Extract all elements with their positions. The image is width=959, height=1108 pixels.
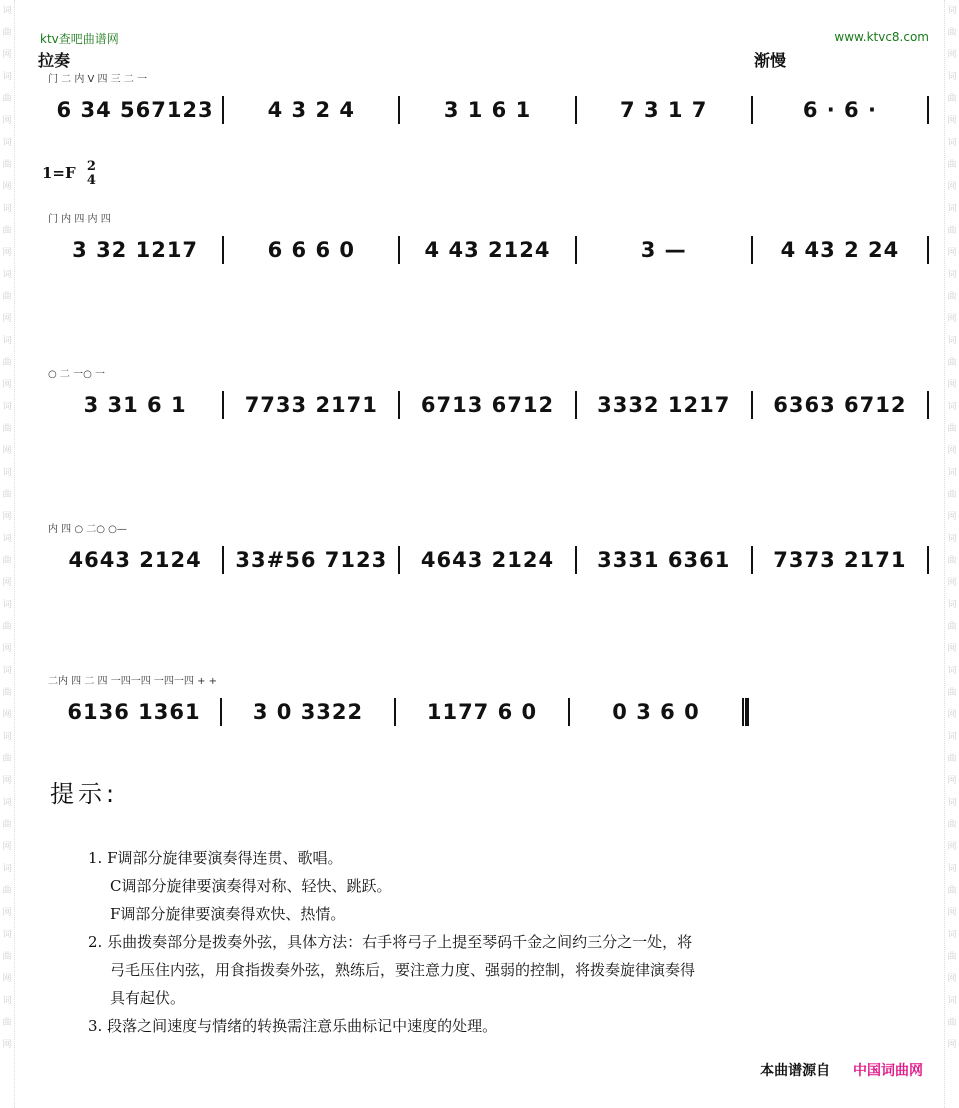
measure: 6713 6712 xyxy=(420,393,555,417)
staff-row-3 xyxy=(48,365,929,437)
measure: 3 0 3322 xyxy=(252,700,364,724)
measure: 4 3 2 4 xyxy=(267,98,355,122)
tip-item: 1. F调部分旋律要演奏得连贯、歌唱。 xyxy=(88,849,343,867)
measure: 7 3 1 7 xyxy=(620,98,708,122)
barline xyxy=(927,546,929,574)
barline xyxy=(927,236,929,264)
measure: 3332 1217 xyxy=(597,393,731,417)
time-numerator: 2 xyxy=(86,159,96,174)
measure: 4 43 2 24 xyxy=(780,238,900,262)
measure: 0 3 6 0 xyxy=(612,700,700,724)
measure: 4 43 2124 xyxy=(424,238,551,262)
footer-site-link[interactable]: 中国词曲网 xyxy=(853,1063,923,1079)
measure: 6 · 6 · xyxy=(802,98,877,122)
bowing-marks: 门 二 内 V 四 三 二 一 xyxy=(48,74,148,85)
tip-item: 弓毛压住内弦，用食指拨奏外弦，熟练后，要注意力度、强弱的控制，将拨奏旋律演奏得 xyxy=(110,961,696,979)
tips-title: 提示: xyxy=(50,780,119,808)
barline xyxy=(927,96,929,124)
measure: 33#56 7123 xyxy=(235,548,388,572)
barline xyxy=(927,391,929,419)
tip-item: 2. 乐曲拨奏部分是拨奏外弦，具体方法：右手将弓子上提至琴码千金之间约三分之一处，将 xyxy=(88,933,693,951)
measure: 3331 6361 xyxy=(597,548,731,572)
measure: 7373 2171 xyxy=(773,548,907,572)
measure: 7733 2171 xyxy=(244,393,378,417)
measure: 4643 2124 xyxy=(68,548,202,572)
tip-item: C调部分旋律要演奏得对称、轻快、跳跃。 xyxy=(110,877,392,895)
staff-row-4 xyxy=(48,520,929,592)
measure: 3 — xyxy=(640,238,687,262)
side-watermark-right: 词曲网词曲网词曲网词曲网词曲网词曲网词曲网词曲网词曲网词曲网词曲网词曲网词曲网词曲网词曲网词曲网 xyxy=(944,0,959,1108)
side-watermark-left: 词曲网词曲网词曲网词曲网词曲网词曲网词曲网词曲网词曲网词曲网词曲网词曲网词曲网词曲网词曲网词曲网 xyxy=(0,0,15,1108)
bowing-marks: 内 四 ○ 二○ ○— xyxy=(48,524,127,535)
measure: 3 1 6 1 xyxy=(443,98,532,122)
time-signature xyxy=(87,160,96,188)
bowing-marks: 门 内 四 内 四 xyxy=(48,214,111,225)
measure: 1177 6 0 xyxy=(426,700,538,724)
time-denominator: 4 xyxy=(86,173,96,188)
key-signature xyxy=(42,160,96,188)
measure: 6136 1361 xyxy=(67,700,201,724)
key-text: 1=F xyxy=(42,164,76,182)
intro-label: 拉奏 xyxy=(38,51,71,70)
tips-list xyxy=(88,844,919,1040)
measure: 3 31 6 1 xyxy=(83,393,187,417)
tip-item: 具有起伏。 xyxy=(110,989,186,1007)
bowing-marks: ○ 二 一○ 一 xyxy=(48,369,105,380)
measure: 6 6 6 0 xyxy=(267,238,355,262)
footer-source: 本曲谱源自 xyxy=(760,1063,831,1079)
staff-row-2 xyxy=(48,210,929,282)
measure: 6 34 567123 xyxy=(56,98,214,122)
staff-row-1 xyxy=(48,70,929,142)
measure: 4643 2124 xyxy=(420,548,555,572)
final-barline xyxy=(742,698,749,726)
header-url[interactable]: www.ktvc8.com xyxy=(834,30,929,44)
tip-item: 3. 段落之间速度与情绪的转换需注意乐曲标记中速度的处理。 xyxy=(88,1017,498,1035)
tip-item: F调部分旋律要演奏得欢快、热情。 xyxy=(110,905,346,923)
measure: 6363 6712 xyxy=(773,393,907,417)
tempo-label: 渐慢 xyxy=(754,51,787,70)
header-site-name[interactable]: ktv查吧曲谱网 xyxy=(40,32,119,46)
footer xyxy=(760,1060,923,1080)
bowing-marks: 二内 四 二 四 一四一四 一四一四 + + xyxy=(48,676,218,687)
measure: 3 32 1217 xyxy=(72,238,199,262)
staff-row-5 xyxy=(48,672,749,744)
